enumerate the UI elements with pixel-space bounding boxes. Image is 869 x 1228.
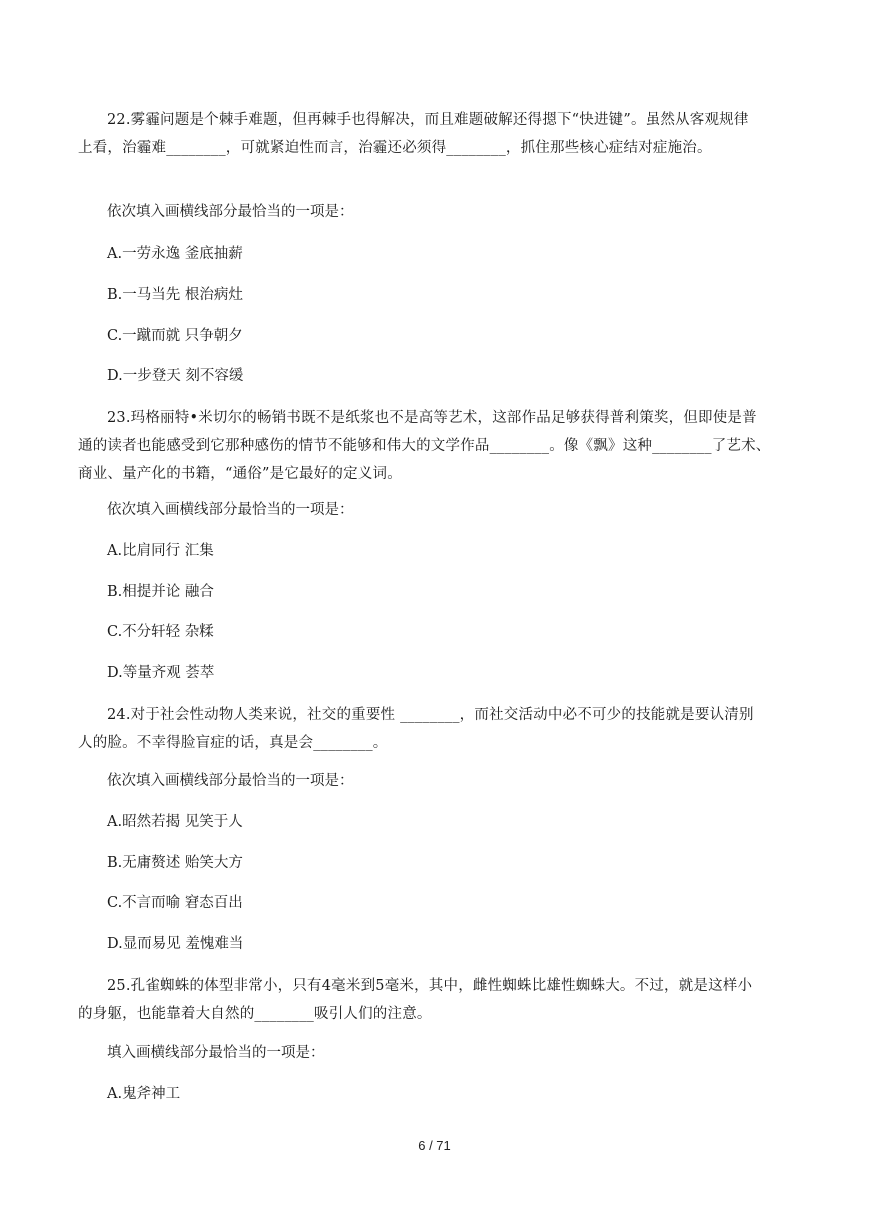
question-24-option-b: B.无庸赘述 贻笑大方 bbox=[107, 855, 243, 871]
question-25-instruction: 填入画横线部分最恰当的一项是： bbox=[107, 1045, 325, 1061]
page-number: 6 / 71 bbox=[418, 1138, 451, 1153]
question-24-stem bbox=[78, 701, 778, 757]
question-23-option-c: C.不分轩轻 杂糅 bbox=[107, 624, 214, 640]
question-22-option-c: C.一蹴而就 只争朝夕 bbox=[107, 328, 243, 344]
question-23-option-b: B.相提并论 融合 bbox=[107, 584, 214, 600]
question-24-option-d: D.显而易见 羞愧难当 bbox=[107, 936, 244, 952]
stem-line: 人的脸。不幸得脸盲症的话，真是会________。 bbox=[78, 735, 388, 751]
question-24-option-a: A.昭然若揭 见笑于人 bbox=[107, 814, 243, 830]
stem-line: 23.玛格丽特•米切尔的畅销书既不是纸浆也不是高等艺术，这部作品足够获得普利策奖，但即使是普 bbox=[107, 410, 757, 426]
stem-line: 上看，治霾难________，可就紧迫性而言，治霾还必须得________，抓住那些核心症结对症施治。 bbox=[78, 140, 712, 156]
question-24-option-c: C.不言而喻 窘态百出 bbox=[107, 895, 243, 911]
question-23-stem bbox=[78, 404, 778, 488]
question-22-option-a: A.一劳永逸 釜底抽薪 bbox=[107, 246, 243, 262]
question-22-stem bbox=[78, 106, 778, 162]
stem-line: 25.孔雀蜘蛛的体型非常小，只有4毫米到5毫米，其中，雌性蜘蛛比雄性蜘蛛大。不过，就是这样小 bbox=[107, 978, 753, 994]
question-24-instruction: 依次填入画横线部分最恰当的一项是： bbox=[107, 773, 354, 789]
stem-line: 24.对于社会性动物人类来说，社交的重要性 ________，而社交活动中必不可少的技能就是要认清别 bbox=[107, 707, 754, 723]
stem-line: 商业、量产化的书籍，“通俗”是它最好的定义词。 bbox=[78, 466, 402, 482]
stem-line: 通的读者也能感受到它那种感伤的情节不能够和伟大的文学作品________。像《飘》这种________了艺术、 bbox=[78, 438, 771, 454]
question-25-option-a: A.鬼斧神工 bbox=[107, 1086, 181, 1102]
question-22-option-d: D.一步登天 刻不容缓 bbox=[107, 368, 244, 384]
question-22-instruction: 依次填入画横线部分最恰当的一项是： bbox=[107, 204, 354, 220]
question-23-option-a: A.比肩同行 汇集 bbox=[107, 543, 214, 559]
question-23-option-d: D.等量齐观 荟萃 bbox=[107, 665, 215, 681]
stem-line: 的身躯，也能靠着大自然的________吸引人们的注意。 bbox=[78, 1006, 432, 1022]
question-25-stem bbox=[78, 972, 778, 1028]
question-23-instruction: 依次填入画横线部分最恰当的一项是： bbox=[107, 502, 354, 518]
question-22-option-b: B.一马当先 根治病灶 bbox=[107, 287, 243, 303]
stem-line: 22.雾霾问题是个棘手难题，但再棘手也得解决，而且难题破解还得摁下“快进键”。虽然从客观规律 bbox=[107, 112, 749, 128]
